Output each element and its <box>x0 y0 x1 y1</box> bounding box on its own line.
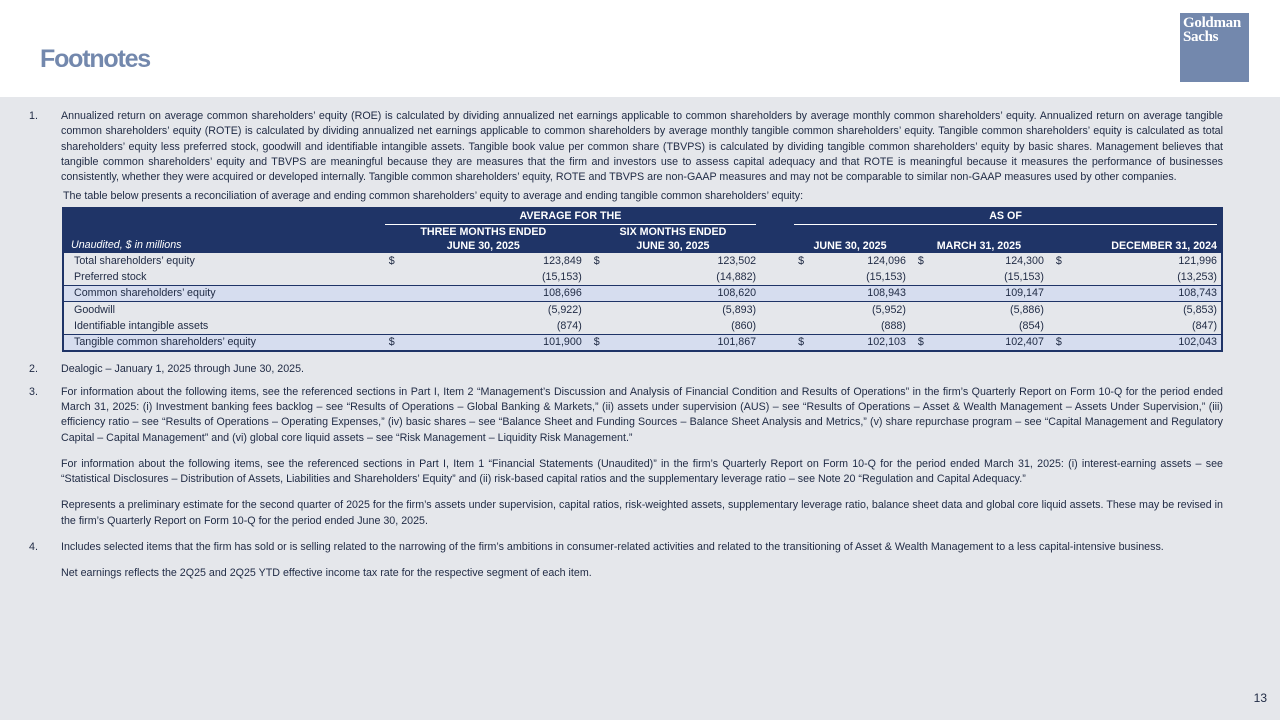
cell-value: 108,696 <box>399 286 586 302</box>
cell-value: 124,300 <box>1005 254 1044 267</box>
cell-value: 108,743 <box>1066 286 1222 302</box>
cell-value: (5,853) <box>1183 303 1217 316</box>
cell-value: 123,849 <box>543 254 582 267</box>
cell-value: 102,043 <box>1066 335 1222 352</box>
cell-value: 108,620 <box>604 286 760 302</box>
unaudited-label: Unaudited, $ in millions <box>71 238 182 251</box>
footnote-paragraph: For information about the following items, see the referenced sections in Part I, Item 1 “Financial Statements (Unaudited)” in the firm’s Quarterly Report on Form 10-Q for the period ended March 31, 2025: (i) interest-earning assets – see “Statistical Disclosures – Distribution of Assets, Liabilities and Shareholders’ Equity” and (ii) risk-based capital ratios and the supplementary leverage ratio – see Note 20 “Regulation and Capital Adequacy.” <box>61 457 1223 486</box>
page-number: 13 <box>1253 691 1267 705</box>
footnote-1 <box>29 109 1223 185</box>
table-row <box>63 269 1222 285</box>
col-header-jun-2025: JUNE 30, 2025 <box>813 240 887 253</box>
cell-value: (15,153) <box>866 270 906 283</box>
col-header-dec-2024: DECEMBER 31, 2024 <box>1111 240 1217 253</box>
cell-value: (847) <box>1192 319 1217 332</box>
footnote-number: 3. <box>29 385 38 398</box>
cell-value: (5,893) <box>722 303 757 316</box>
table-row <box>63 302 1222 318</box>
table-intro: The table below presents a reconciliation of average and ending common shareholders’ equity to average and ending tangible common shareholders’ equity: <box>63 190 804 203</box>
col-header-three-months: THREE MONTHS ENDED JUNE 30, 2025 <box>420 226 547 253</box>
row-label: Tangible common shareholders’ equity <box>63 335 381 352</box>
cell-value: (14,882) <box>716 270 757 283</box>
cell-value: 124,096 <box>867 254 906 267</box>
row-label: Identifiable intangible assets <box>74 319 209 332</box>
cell-value: 102,103 <box>808 335 910 352</box>
logo-line-2: Sachs <box>1183 29 1219 45</box>
cell-value: (15,153) <box>541 270 582 283</box>
footnote-number: 1. <box>29 110 38 122</box>
table-row <box>63 318 1222 334</box>
footnote-text: Includes selected items that the firm has sold or is selling related to the narrowing of the firm’s ambitions in consumer-related activities and related to the transitioning of Asset & Wealth Management to a less capital-intensive business. <box>61 541 1164 554</box>
cell-value: (15,153) <box>1004 270 1044 283</box>
footnote-2 <box>29 362 1223 377</box>
footnote-number: 4. <box>29 541 38 554</box>
footnote-4 <box>29 540 1223 582</box>
table-row: Total shareholders’ equity $ 123,849 $ 123,502 $ 124,096 $ 124,300 $ 121,996 <box>63 253 1222 269</box>
table-row-highlight: Tangible common shareholders’ equity $ 101,900 $ 101,867 $ 102,103 $ 102,407 $ 102,043 <box>63 335 1222 352</box>
col-header-mar-2025: MARCH 31, 2025 <box>936 240 1022 253</box>
cell-value: (854) <box>1018 319 1044 332</box>
cell-value: (888) <box>880 319 906 332</box>
footnote-3 <box>29 385 1223 529</box>
header-bar <box>0 0 1280 97</box>
goldman-sachs-logo <box>1180 13 1249 82</box>
cell-value: (874) <box>556 319 582 332</box>
cell-value: 121,996 <box>1178 254 1217 267</box>
page-title: Footnotes <box>40 45 151 73</box>
group-header-average: AVERAGE FOR THE <box>381 208 760 225</box>
footnote-paragraph: Net earnings reflects the 2Q25 and 2Q25 YTD effective income tax rate for the respective segment of each item. <box>61 567 592 580</box>
cell-value: (5,886) <box>1010 303 1044 316</box>
cell-value: (5,922) <box>547 303 582 316</box>
cell-value: (13,253) <box>1177 270 1217 283</box>
footnote-number: 2. <box>29 363 38 376</box>
row-label: Preferred stock <box>74 270 147 283</box>
cell-value: 101,900 <box>399 335 586 352</box>
footnote-paragraph: Represents a preliminary estimate for the second quarter of 2025 for the firm’s assets under supervision, capital ratios, risk-weighted assets, supplementary leverage ratio, balance sheet data and global core liquid assets. These may be revised in the firm’s Quarterly Report on Form 10-Q for the period ended June 30, 2025. <box>61 499 1223 527</box>
cell-value: 108,943 <box>808 286 910 302</box>
cell-value: 102,407 <box>928 335 1048 352</box>
cell-value: 101,867 <box>604 335 760 352</box>
cell-value: (5,952) <box>872 303 906 316</box>
logo-line-1: Goldman <box>1183 15 1241 31</box>
footnote-text: Dealogic – January 1, 2025 through June 30, 2025. <box>61 363 305 376</box>
row-label: Total shareholders’ equity <box>74 254 195 267</box>
col-header-six-months: SIX MONTHS ENDED JUNE 30, 2025 <box>619 226 727 253</box>
group-header-asof: AS OF <box>790 208 1222 225</box>
reconciliation-table <box>62 207 1223 353</box>
footnote-text: For information about the following items, see the referenced sections in Part I, Item 2 “Management’s Discussion and Analysis of Financial Condition and Results of Operations” in the firm’s Quarterly Report on Form 10-Q for the period ended March 31, 2025: (i) Investment banking fees backlog – see “Results of Operations – Global Banking & Markets,” (ii) assets under supervision (AUS) – see “Results of Operations – Asset & Wealth Management – Assets Under Supervision,” (iii) efficiency ratio – see “Results of Operations – Operating Expenses,” (iv) basic shares – see “Balance Sheet and Funding Sources – Balance Sheet Analysis and Metrics,” (v) share repurchase program – see “Capital Management and Regulatory Capital – Capital Management” and (vi) global core liquid assets – see “Risk Management – Liquidity Risk Management.” <box>61 385 1223 444</box>
footnote-text: Annualized return on average common shareholders’ equity (ROE) is calculated by dividing annualized net earnings applicable to common shareholders by average monthly common shareholders’ equity. Annualized return on average tangible common shareholders’ equity (ROTE) is calculated by dividing annualized net earnings applicable to common shareholders by average monthly tangible common shareholders’ equity. Tangible common shareholders’ equity is calculated as total shareholders’ equity less preferred stock, goodwill and identifiable intangible assets. Tangible book value per common share (TBVPS) is calculated by dividing tangible common shareholders’ equity by basic shares. Management believes that tangible common shareholders’ equity and TBVPS are meaningful because they are measures that the firm and investors use to assess capital adequacy and that ROTE is meaningful because it measures the performance of businesses consistently, whether they were acquired or developed internally. Tangible common shareholders’ equity, ROTE and TBVPS are non-GAAP measures and may not be comparable to similar non-GAAP measures used by other companies. <box>61 110 1223 184</box>
table-row-highlight <box>63 286 1222 302</box>
cell-value: 109,147 <box>928 286 1048 302</box>
footnotes-body <box>29 109 1223 582</box>
cell-value: (860) <box>731 319 757 332</box>
row-label: Common shareholders’ equity <box>63 286 381 302</box>
row-label: Goodwill <box>74 303 115 316</box>
cell-value: 123,502 <box>717 254 757 267</box>
